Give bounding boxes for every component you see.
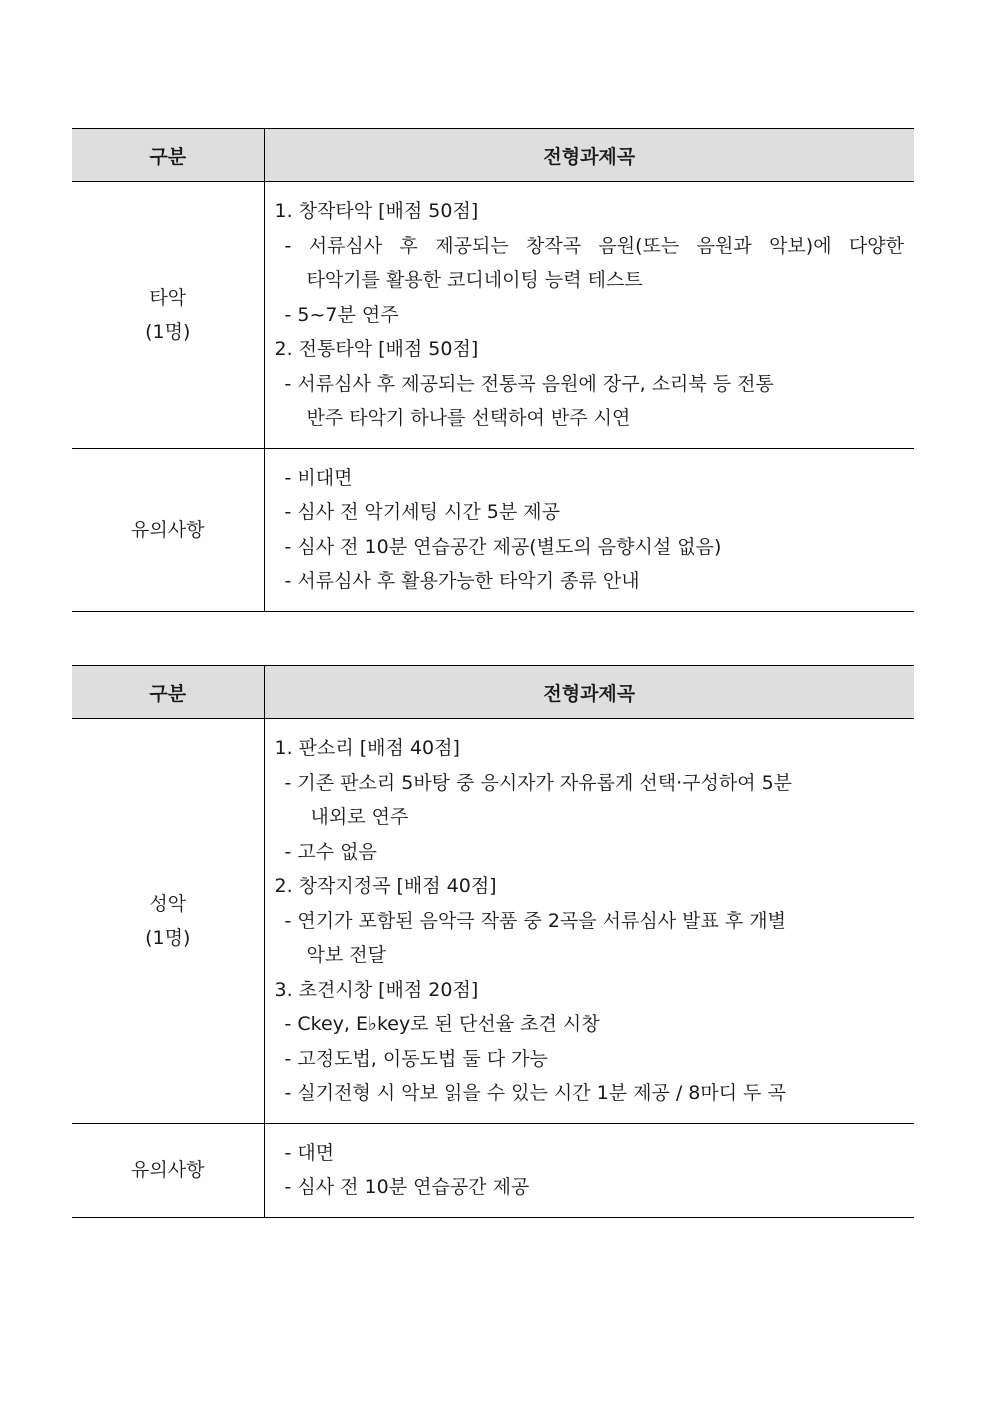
header-category: 구분 bbox=[72, 666, 264, 719]
assignment-detail: - 연기가 포함된 음악극 작품 중 2곡을 서류심사 발표 후 개별 bbox=[284, 909, 786, 932]
header-category: 구분 bbox=[72, 129, 264, 182]
table-header-row bbox=[72, 666, 914, 719]
requirements-table-vocal bbox=[72, 665, 914, 1218]
note-item: - 심사 전 악기세팅 시간 5분 제공 bbox=[284, 501, 560, 523]
assignment-detail-cont: 악보 전달 bbox=[306, 944, 386, 966]
table-row-notes bbox=[72, 1123, 914, 1217]
assignment-detail: - 서류심사 후 제공되는 창작곡 음원(또는 음원과 악보)에 다양한 bbox=[284, 234, 904, 257]
assignment-detail: - 고수 없음 bbox=[284, 840, 377, 863]
category-count: (1명) bbox=[145, 926, 191, 949]
table-row-vocal bbox=[72, 719, 914, 1124]
category-cell bbox=[72, 182, 264, 449]
header-assignment: 전형과제곡 bbox=[264, 666, 914, 719]
assignment-item: 2. 창작지정곡 [배점 40점] bbox=[274, 875, 497, 897]
assignment-detail: - Ckey, E♭key로 된 단선율 초견 시창 bbox=[284, 1013, 600, 1035]
notes-label-cell: 유의사항 bbox=[72, 1123, 264, 1217]
table-row-notes bbox=[72, 448, 914, 611]
assignment-detail: - 서류심사 후 제공되는 전통곡 음원에 장구, 소리북 등 전통 bbox=[284, 372, 774, 395]
assignment-detail: - 기존 판소리 5바탕 중 응시자가 자유롭게 선택·구성하여 5분 bbox=[284, 771, 793, 794]
assignment-detail: - 고정도법, 이동도법 둘 다 가능 bbox=[284, 1047, 548, 1070]
table-header-row bbox=[72, 129, 914, 182]
category-label: 성악 bbox=[149, 892, 187, 915]
assignment-detail-cont: 타악기를 활용한 코디네이팅 능력 테스트 bbox=[306, 269, 643, 291]
note-item: - 서류심사 후 활용가능한 타악기 종류 안내 bbox=[284, 570, 640, 592]
table-row-percussion bbox=[72, 182, 914, 449]
category-label: 타악 bbox=[149, 286, 187, 309]
note-item: - 심사 전 10분 연습공간 제공 bbox=[284, 1176, 530, 1198]
assignment-cell bbox=[264, 719, 914, 1124]
notes-cell bbox=[264, 448, 914, 611]
note-item: - 대면 bbox=[284, 1141, 335, 1164]
assignment-detail-cont: 내외로 연주 bbox=[310, 806, 409, 828]
header-assignment: 전형과제곡 bbox=[264, 129, 914, 182]
category-count: (1명) bbox=[145, 320, 191, 343]
note-item: - 비대면 bbox=[284, 466, 353, 489]
requirements-table-percussion bbox=[72, 128, 914, 612]
assignment-detail-cont: 반주 타악기 하나를 선택하여 반주 시연 bbox=[306, 407, 631, 429]
notes-cell bbox=[264, 1123, 914, 1217]
assignment-item: 3. 초견시창 [배점 20점] bbox=[274, 978, 479, 1001]
note-item: - 심사 전 10분 연습공간 제공(별도의 음향시설 없음) bbox=[284, 535, 722, 558]
assignment-detail: - 5~7분 연주 bbox=[284, 303, 399, 326]
category-cell bbox=[72, 719, 264, 1124]
assignment-cell bbox=[264, 182, 914, 449]
assignment-item: 2. 전통타악 [배점 50점] bbox=[274, 338, 479, 360]
assignment-item: 1. 창작타악 [배점 50점] bbox=[274, 200, 479, 222]
assignment-item: 1. 판소리 [배점 40점] bbox=[274, 737, 460, 759]
notes-label-cell: 유의사항 bbox=[72, 448, 264, 611]
assignment-detail: - 실기전형 시 악보 읽을 수 있는 시간 1분 제공 / 8마디 두 곡 bbox=[284, 1082, 786, 1104]
